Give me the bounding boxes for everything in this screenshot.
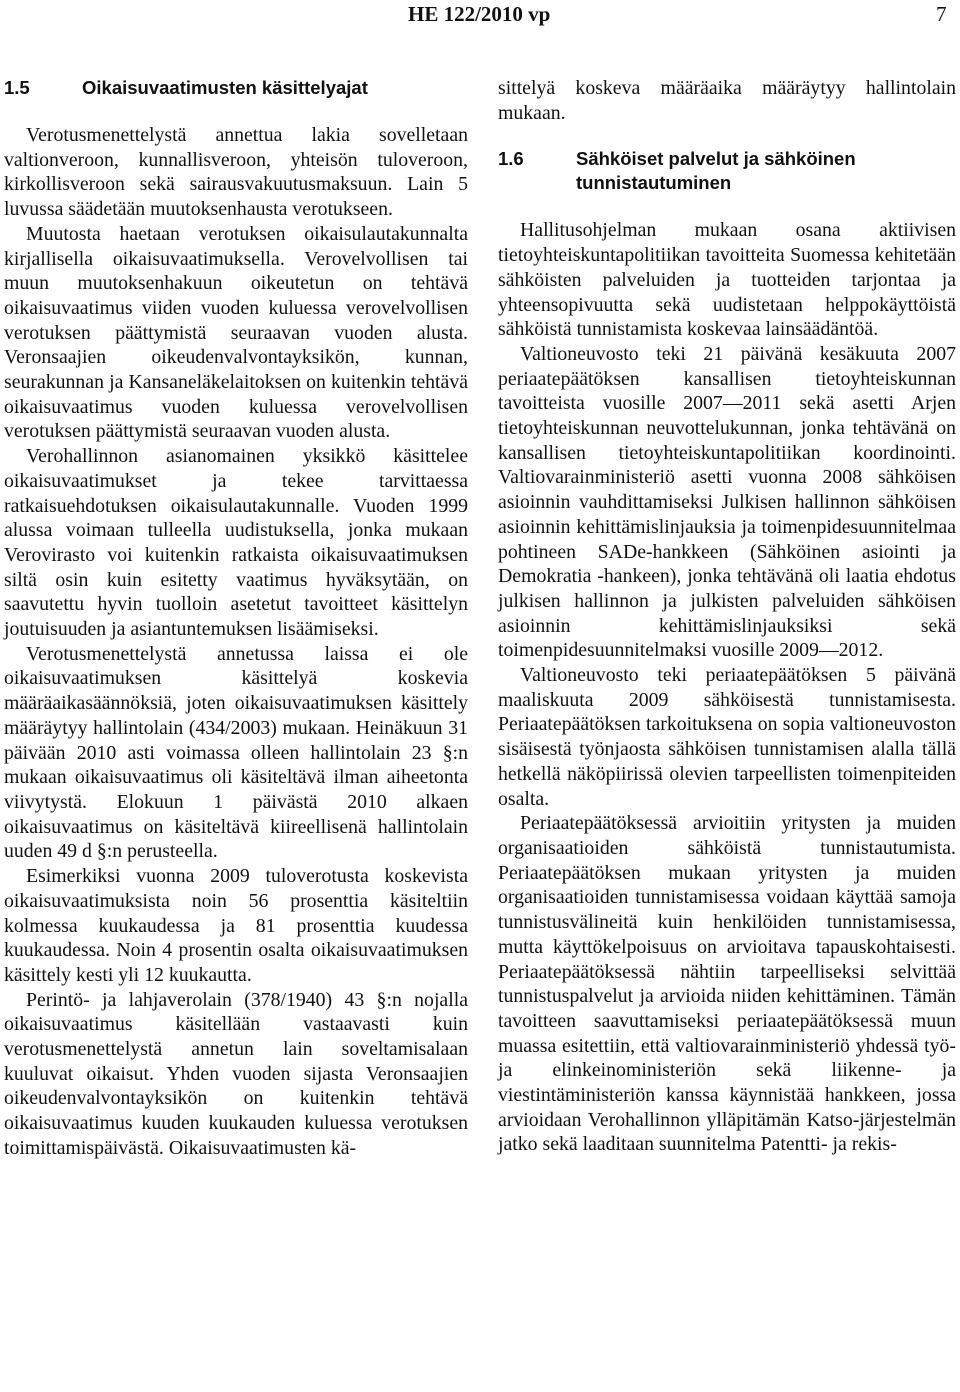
paragraph: Muutosta haetaan verotuksen oikaisulautakunnalta kirjallisella oikaisuvaatimuksella. Verovelvollisen tai muun muutoksenhakuun oikeutetun on tehtävä oikaisuvaatimus viiden vuoden kuluessa verovelvollisen verotuksen päättymistä seuraavan vuoden alusta. Veronsaajien oikeudenvalvontayksikön, kunnan, seurakunnan ja Kansaneläkelaitoksen on kuitenkin tehtävä oikaisuvaatimus vuoden kuluessa verovelvollisen verotuksen päättymistä seuraavan vuoden alusta.	[4, 222, 468, 443]
document-id: HE 122/2010 vp	[408, 2, 551, 26]
paragraph: Verotusmenettelystä annettua lakia sovelletaan valtionveroon, kunnallisveroon, yhteisön tuloveroon, kirkollisveroon sekä sairausvakuutusmaksuun. Lain 5 luvussa säädetään muutoksenhausta verotukseen.	[4, 124, 468, 221]
paragraph: Verohallinnon asianomainen yksikkö käsittelee oikaisuvaatimukset ja tekee tarvittaessa ratkaisuehdotuksen oikaisulautakunnalle. Vuoden 1999 alussa voimaan tulleella uudistuksella, jonka mukaan Verovirasto voi kuitenkin ratkaista oikaisuvaatimuksen siltä osin kuin esitetty vaatimus hyväksytään, on saavutettu hyvin tuolloin asetetut tavoitteet käsittelyn joutuisuuden ja asiantuntemuksen lisäämiseksi.	[4, 445, 468, 641]
right-column	[498, 76, 956, 1157]
section-heading-1-5	[4, 76, 468, 100]
paragraph-continuation: sittelyä koskeva määräaika määräytyy hallintolain mukaan.	[498, 77, 956, 124]
section-title: Oikaisuvaatimusten käsittelyajat	[82, 77, 368, 98]
paragraph: Perintö- ja lahjaverolain (378/1940) 43 §:n nojalla oikaisuvaatimus käsitellään vastaavasti kuin verotusmenettelystä annetun lain soveltamisalaan kuuluvat oikaisut. Yhden vuoden sijasta Veronsaajien oikeudenvalvontayksikön on kuitenkin tehtävä oikaisuvaatimus kuuden kuukauden kuluessa verotuksen toimittamispäivästä. Oikaisuvaatimusten kä-	[4, 988, 468, 1159]
section-title: Sähköiset palvelut ja sähköinen tunnistautuminen	[576, 148, 856, 194]
section-number: 1.5	[4, 77, 30, 98]
paragraph: Hallitusohjelman mukaan osana aktiivisen tietoyhteiskuntapolitiikan tavoitteita Suomessa kehitetään sähköisten palveluiden ja tuotteiden tarjontaa ja yhteensopivuutta sekä uudistetaan helppokäyttöistä sähköistä tunnistamista koskevaa lainsäädäntöä.	[498, 219, 956, 341]
paragraph: Periaatepäätöksessä arvioitiin yritysten ja muiden organisaatioiden sähköistä tunnistautumista. Periaatepäätöksen mukaan yritysten ja muiden organisaatioiden tunnistamisessa voidaan käyttää samoja tunnistusvälineitä kuin henkilöiden tunnistamisessa, mutta käyttökelpoisuus on arvioitava tapauskohtaisesti. Periaatepäätöksessä nähtiin tarpeelliseksi selvittää tunnistuspalvelut ja arvioida niiden kehittäminen. Tämän tavoitteen saavuttamiseksi periaatepäätöksessä muun muassa esitettiin, että valtiovarainministeriö yhdessä työ- ja elinkeinoministeriön sekä liikenne- ja viestintäministeriön kanssa käynnistää hankkeen, jossa arvioidaan Verohallinnon ylläpitämän Katso-järjestelmän jatko sekä laaditaan suunnitelma Patentti- ja rekis-	[498, 812, 956, 1156]
section-heading-1-6	[498, 147, 956, 195]
paragraph: Esimerkiksi vuonna 2009 tuloverotusta koskevista oikaisuvaatimuksista noin 56 prosenttia käsiteltiin kolmessa kuukaudessa ja 81 prosenttia kuudessa kuukaudessa. Noin 4 prosentin osalta oikaisuvaatimuksen käsittely kesti yli 12 kuukautta.	[4, 865, 468, 986]
paragraph: Valtioneuvosto teki 21 päivänä kesäkuuta 2007 periaatepäätöksen kansallisen tietoyhteiskunnan tavoitteista vuosille 2007—2011 sekä asetti Arjen tietoyhteiskunnan neuvottelukunnan, jonka tehtävänä on kansallisen tietoyhteiskuntapolitiikan koordinointi. Valtiovarainministeriö asetti vuonna 2008 sähköisen asioinnin vauhdittamiseksi Julkisen hallinnon sähköisen asioinnin kehittämislinjauksia ja toimenpidesuunnitelmaa pohtineen SADe-hankkeen (Sähköinen asiointi ja Demokratia -hankeen), jonka tehtävänä oli laatia ehdotus julkisen hallinnon ja julkisten palveluiden sähköisen asioinnin kehittämislinjauksiksi sekä toimenpidesuunnitelmaksi vuosille 2009—2012.	[498, 342, 956, 662]
left-column	[4, 76, 468, 1161]
page-number: 7	[936, 2, 947, 26]
page-header	[0, 0, 960, 34]
paragraph: Verotusmenettelystä annetussa laissa ei ole oikaisuvaatimuksen käsittelyä koskevia määräaikasäännöksiä, joten oikaisuvaatimuksen käsittely määräytyy hallintolain (434/2003) mukaan. Heinäkuun 31 päivään 2010 asti voimassa olleen hallintolain 23 §:n mukaan oikaisuvaatimus oli käsiteltävä ilman aiheetonta viivytystä. Elokuun 1 päivästä 2010 alkaen oikaisuvaatimus on käsiteltävä kiireellisenä hallintolain uuden 49 d §:n perusteella.	[4, 642, 468, 863]
section-number: 1.6	[498, 148, 524, 170]
paragraph: Valtioneuvosto teki periaatepäätöksen 5 päivänä maaliskuuta 2009 sähköisestä tunnistamisesta. Periaatepäätöksen tarkoituksena on sopia valtioneuvoston sisäisestä työnjaosta sähköisen tunnistamisen alalla tällä hetkellä näköpiirissä olevien tarpeellisten toimenpiteiden osalta.	[498, 664, 956, 810]
